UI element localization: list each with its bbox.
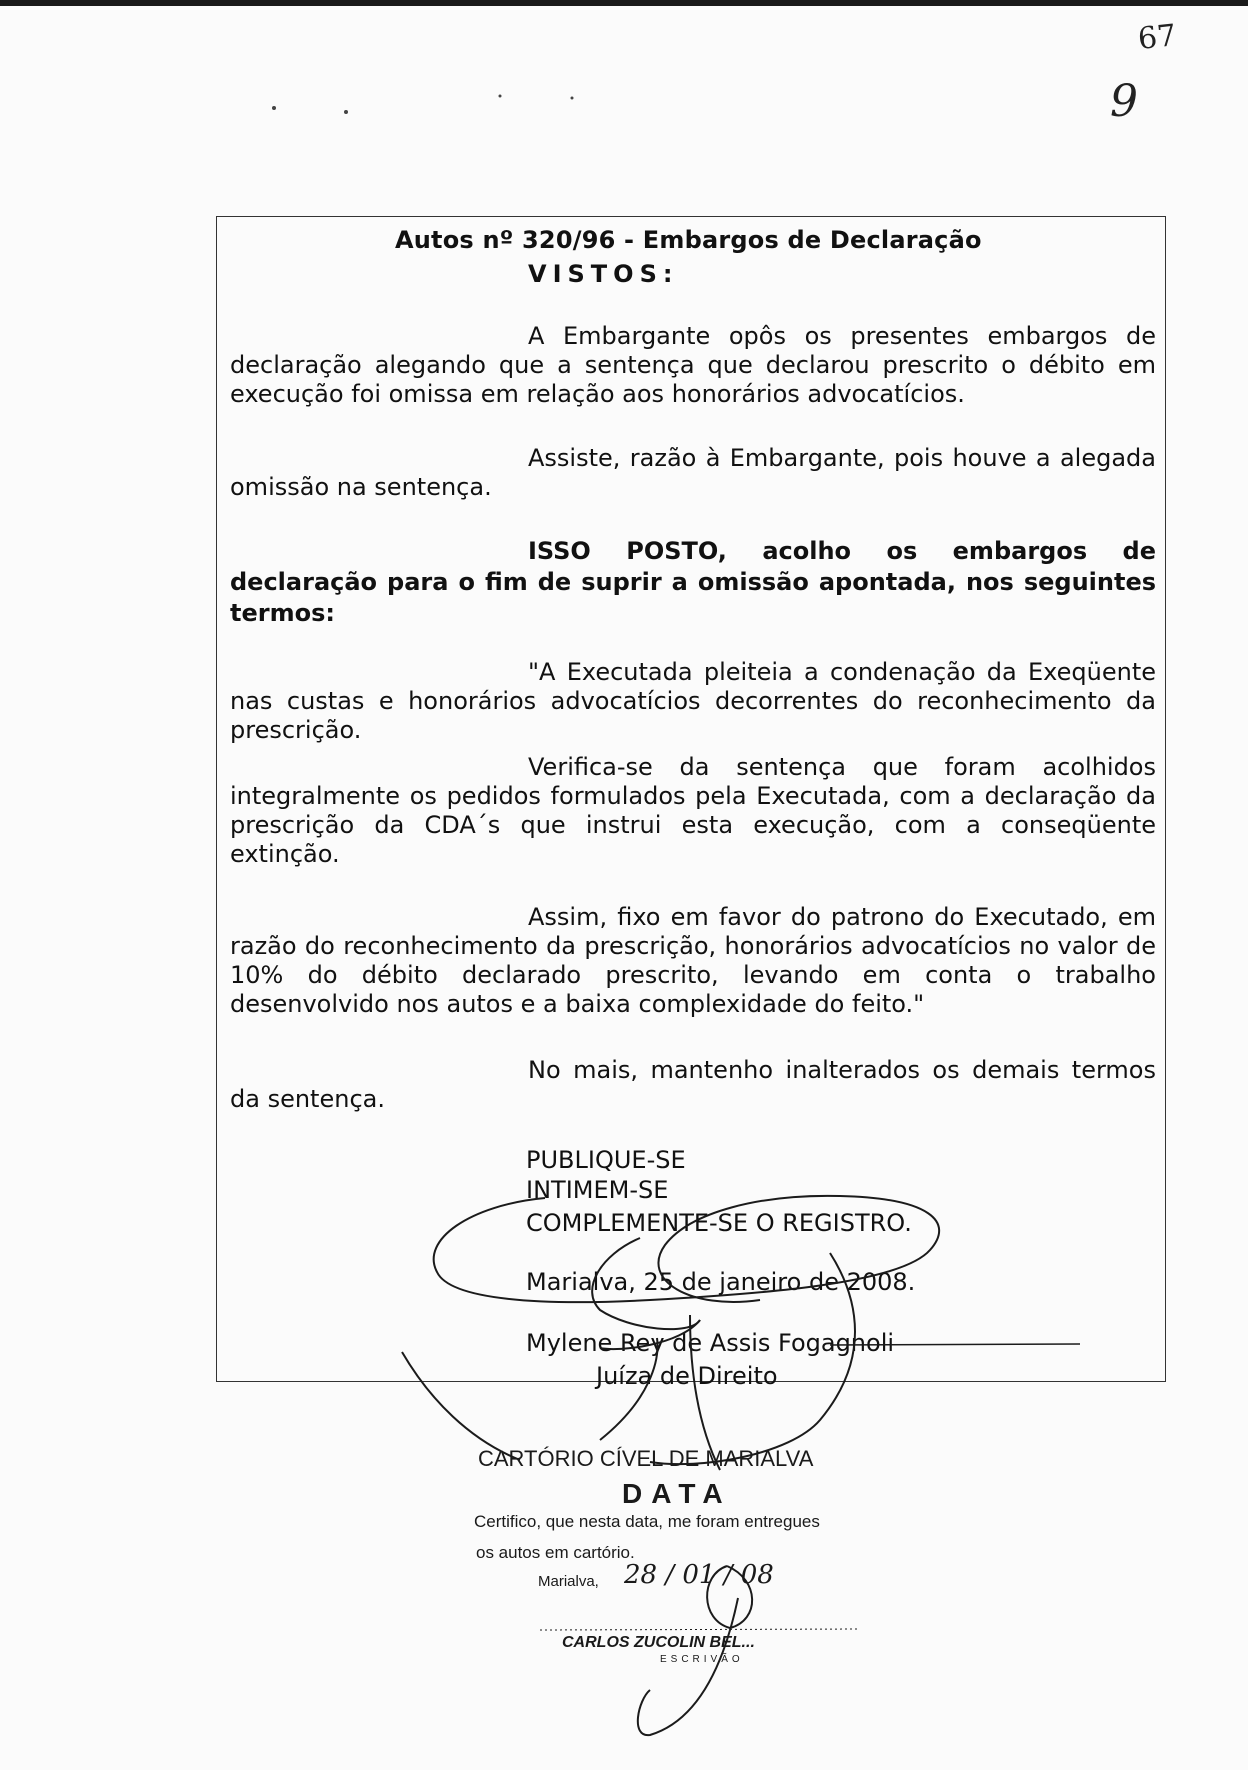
vistos-heading: VISTOS: <box>528 260 679 288</box>
decision-date: Marialva, 25 de janeiro de 2008. <box>526 1268 916 1296</box>
scan-edge <box>0 0 1248 6</box>
paragraph-4: "A Executada pleiteia a condenação da Exeqüente nas custas e honorários advocatícios decorrentes do reconhecimento da prescrição. <box>230 658 1156 744</box>
paragraph-2: Assiste, razão à Embargante, pois houve a alegada omissão na sentença. <box>230 444 1156 501</box>
ink-speck <box>272 106 276 110</box>
judge-name: Mylene Rey de Assis Fogagnoli <box>526 1329 895 1357</box>
stamp-clerk-name: CARLOS ZUCOLIN BEL... <box>562 1634 755 1651</box>
publique-line: PUBLIQUE-SE <box>526 1146 686 1174</box>
page-number: 67 <box>1136 18 1178 57</box>
paragraph-1: A Embargante opôs os presentes embargos de declaração alegando que a sentença que declarou prescrito o débito em execução foi omissa em relação aos honorários advocatícios. <box>230 322 1156 408</box>
complemente-line: COMPLEMENTE-SE O REGISTRO. <box>526 1209 912 1237</box>
stamp-cert-line-1: Certifico, que nesta data, me foram entregues <box>474 1512 820 1531</box>
stamp-city-label: Marialva, <box>538 1573 599 1590</box>
handwritten-mark: 9 <box>1110 76 1138 127</box>
stamp-office: CARTÓRIO CÍVEL DE MARIALVA <box>478 1446 814 1471</box>
intimem-line: INTIMEM-SE <box>526 1176 669 1204</box>
ink-speck <box>499 95 502 98</box>
ink-speck <box>344 110 348 114</box>
paragraph-6: Assim, fixo em favor do patrono do Executado, em razão do reconhecimento da prescrição, honorários advocatícios no valor de 10% do débito declarado prescrito, levando em conta o trabalho desenvolvido nos autos e a baixa complexidade do feito." <box>230 903 1156 1018</box>
case-title: Autos nº 320/96 - Embargos de Declaração <box>395 226 982 254</box>
stamp-clerk-title: ESCRIVÃO <box>660 1654 744 1665</box>
judge-title: Juíza de Direito <box>596 1362 778 1390</box>
stamp-handwritten-date: 28 / 01 / 08 <box>624 1560 774 1590</box>
paragraph-7: No mais, mantenho inalterados os demais termos da sentença. <box>230 1056 1156 1113</box>
stamp-cert-line-2: os autos em cartório. <box>476 1543 635 1562</box>
paragraph-3: ISSO POSTO, acolho os embargos de declaração para o fim de suprir a omissão apontada, nos seguintes termos: <box>230 537 1156 627</box>
paragraph-5: Verifica-se da sentença que foram acolhidos integralmente os pedidos formulados pela Executada, com a declaração da prescrição da CDA´s que instrui esta execução, com a conseqüente extinção. <box>230 753 1156 868</box>
stamp-data-label: DATA <box>622 1478 732 1509</box>
ink-speck <box>571 97 574 100</box>
